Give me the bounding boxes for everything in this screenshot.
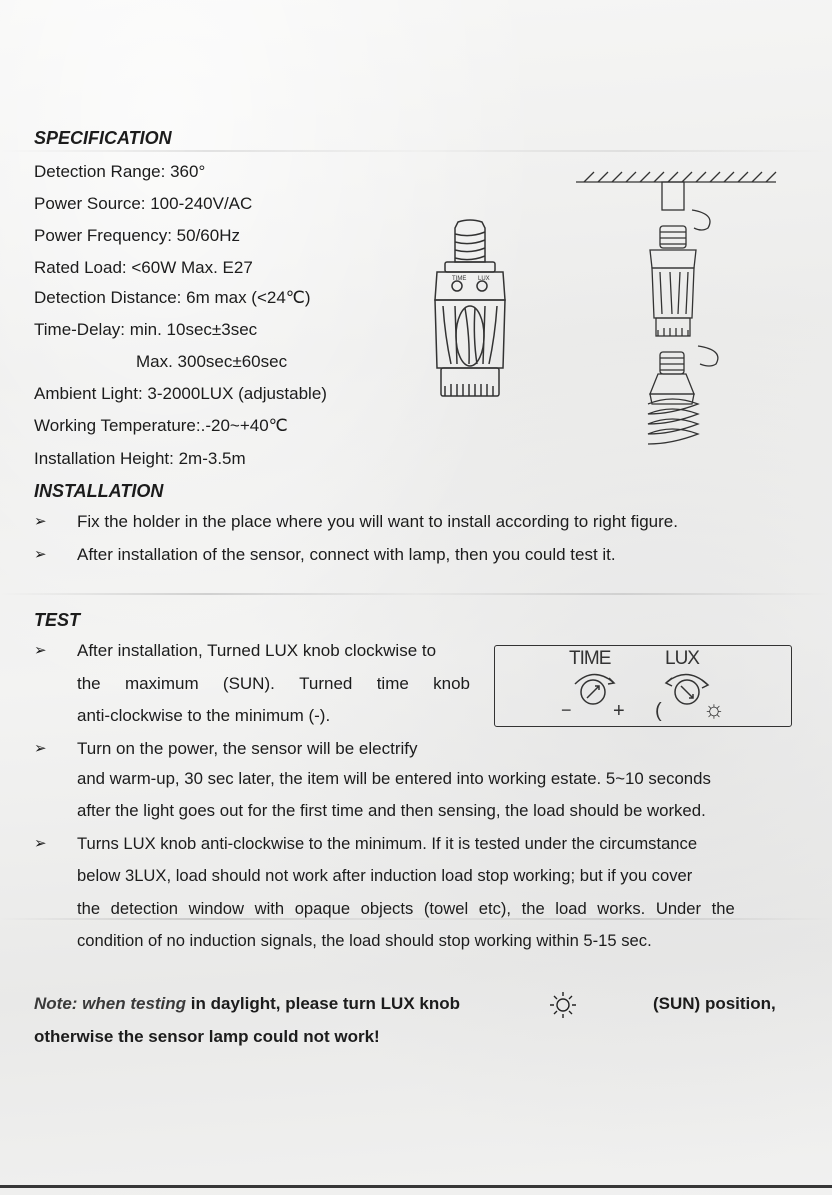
word: time [376,674,409,693]
test-step-1-line-3: anti-clockwise to the minimum (-). [77,706,331,725]
lux-knob-label: LUX [665,648,699,669]
installation-step-2: After installation of the sensor, connect with lamp, then you could test it. [77,545,616,564]
bullet-arrow-icon: ➢ [34,642,47,659]
spec-working-temperature: Working Temperature:.-20~+40℃ [34,416,288,435]
paper-crease [0,593,832,595]
knob-diagram [494,645,792,727]
test-step-1-line-1: After installation, Turned LUX knob clockwise to [77,641,437,660]
spec-time-delay-min: Time-Delay: min. 10sec±3sec [34,320,258,339]
spec-power-frequency: Power Frequency: 50/60Hz [34,226,240,245]
installation-step-1: Fix the holder in the place where you will want to install according to right figure. [77,512,678,531]
plus-sign: + [613,700,624,722]
test-step-2-line-3: after the light goes out for the first time and then sensing, the load should be worked. [77,801,706,820]
spec-installation-height: Installation Height: 2m-3.5m [34,449,246,468]
sensor-holder-illustration [425,218,515,400]
word: the [77,674,101,693]
spec-detection-distance: Detection Distance: 6m max (<24℃) [34,288,311,307]
test-step-3-line-1: Turns LUX knob anti-clockwise to the minimum. If it is tested under the circumstance [77,834,698,853]
test-step-3-line-2: below 3LUX, load should not work after induction load stop working; but if you cover [77,866,693,885]
spec-rated-load: Rated Load: <60W Max. E27 [34,258,253,277]
moon-icon: ( [655,700,661,722]
test-step-2-line-1: Turn on the power, the sensor will be electrify [77,739,418,758]
installation-sequence-illustration [576,168,780,454]
installation-heading: INSTALLATION [34,481,164,501]
test-step-3-line-3: the detection window with opaque objects (towel etc), the load works. Under the [77,899,735,918]
test-step-2-line-2: and warm-up, 30 sec later, the item will be entered into working estate. 5~10 seconds [77,769,711,788]
bullet-arrow-icon: ➢ [34,835,47,852]
sun-icon [546,990,580,1020]
word: maximum [124,674,199,693]
bullet-arrow-icon: ➢ [34,546,47,563]
time-knob-label: TIME [569,648,611,669]
word: (SUN). [222,674,275,693]
note-part-2: (SUN) position, [653,994,776,1013]
svg-text:TIME: TIME [452,276,467,282]
spec-time-delay-max: Max. 300sec±60sec [136,352,288,371]
sun-icon: ☼ [703,696,724,723]
page-edge [0,1185,832,1188]
note-part-1: in daylight, please turn LUX knob [190,994,460,1013]
spec-power-source: Power Source: 100-240V/AC [34,194,253,213]
specification-heading: SPECIFICATION [34,128,172,148]
word: knob [433,674,470,693]
paper-crease [0,150,832,152]
spec-ambient-light: Ambient Light: 3-2000LUX (adjustable) [34,384,327,403]
bullet-arrow-icon: ➢ [34,513,47,530]
note-line-1 [34,994,460,1014]
note-lead: Note: when testing [34,994,187,1013]
spec-detection-range: Detection Range: 360° [34,162,206,181]
bullet-arrow-icon: ➢ [34,740,47,757]
test-step-1-line-2 [77,674,470,694]
note-line-2: otherwise the sensor lamp could not work! [34,1027,380,1046]
test-step-3-line-4: condition of no induction signals, the load should stop working within 5-15 sec. [77,931,652,950]
test-heading: TEST [34,610,81,630]
svg-text:LUX: LUX [478,276,490,282]
minus-sign: − [561,700,571,720]
word: Turned [299,674,353,693]
